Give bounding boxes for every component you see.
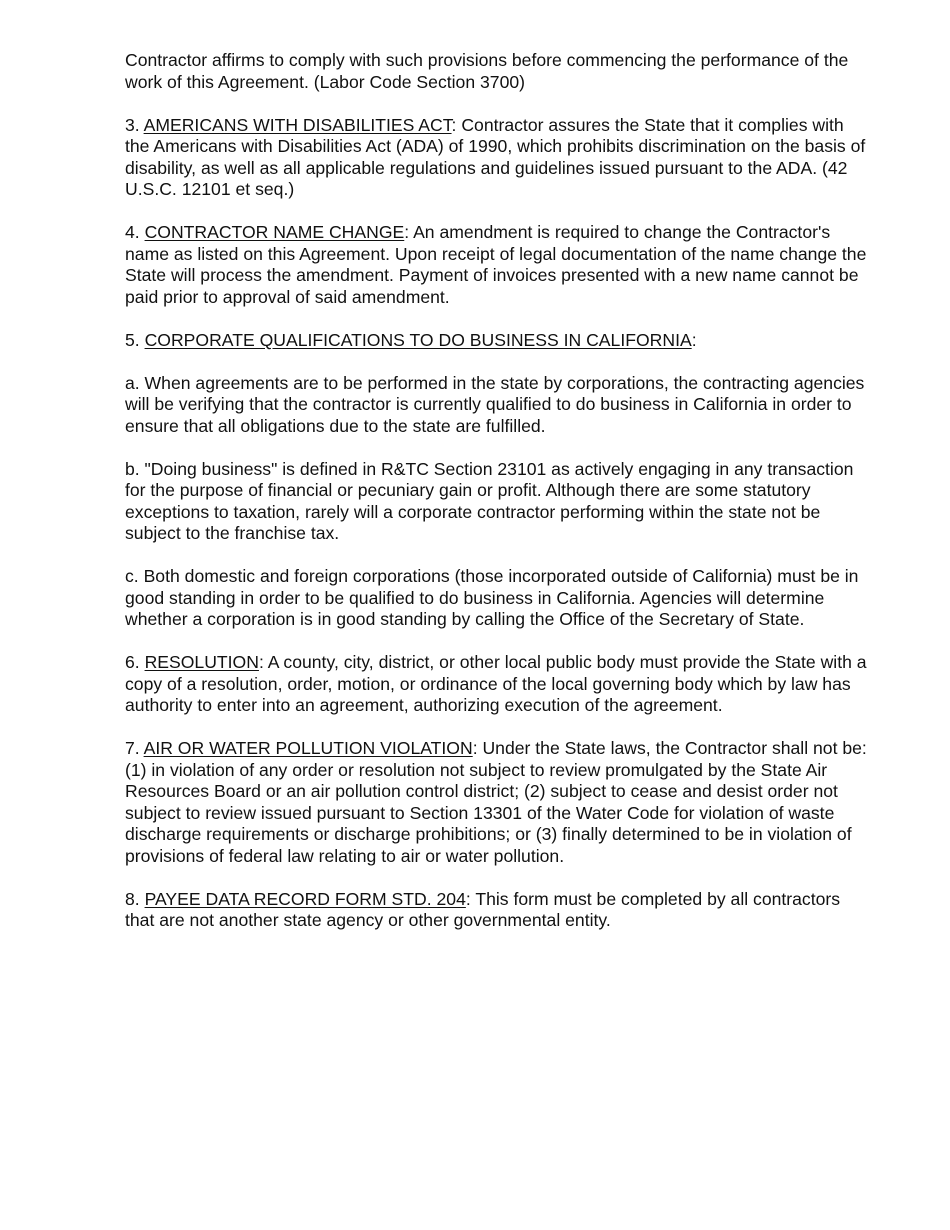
section-number: 4.: [125, 222, 145, 242]
section-heading: CORPORATE QUALIFICATIONS TO DO BUSINESS IN CALIFORNIA: [144, 329, 692, 350]
section-number: 6.: [125, 652, 145, 672]
subsection-a: a. When agreements are to be performed in the state by corporations, the contracting agencies will be verifying that the contractor is currently qualified to do business in California in order to ensure that all obligations due to the state are fulfilled.: [125, 372, 865, 436]
section-heading: CONTRACTOR NAME CHANGE: [144, 222, 405, 242]
section-body: : A county, city, district, or other local public body must provide the State with a copy of a resolution, order, motion, or ordinance of the local governing body which by law has authority to enter into an agreement, authorizing execution of the agreement.: [125, 652, 867, 715]
section-corporate: [125, 330, 870, 352]
subsection-b: b. "Doing business" is defined in R&TC Section 23101 as actively engaging in any transaction for the purpose of financial or pecuniary gain or profit. Although there are some statutory exceptions to taxation, rarely will a corporate contractor performing within the state not be subject to the franchise tax.: [125, 458, 854, 543]
section-number: 8.: [125, 888, 145, 909]
section-payee: [125, 889, 870, 932]
section-pollution: [125, 738, 870, 867]
section-resolution: [125, 652, 870, 717]
section-body: : An amendment is required to change the Contractor's name as listed on this Agreement. Upon receipt of legal documentation of the name change the State will process the amendment. Payment of invoices presented with a new name cannot be paid prior to approval of said amendment.: [125, 222, 867, 307]
section-ada: [125, 115, 870, 201]
section-heading: PAYEE DATA RECORD FORM STD. 204: [144, 888, 466, 909]
section-heading: RESOLUTION: [144, 652, 259, 672]
section-number: 3.: [125, 114, 144, 135]
section-heading: AIR OR WATER POLLUTION VIOLATION: [143, 738, 473, 758]
section-body: : This form must be completed by all contractors that are not another state agency or other governmental entity.: [125, 888, 841, 930]
section-body: :: [691, 329, 697, 350]
section-heading: AMERICANS WITH DISABILITIES ACT: [143, 114, 452, 135]
section-number: 7.: [125, 738, 144, 758]
subsection-c: c. Both domestic and foreign corporations (those incorporated outside of California) must be in good standing in order to be qualified to do business in California. Agencies will determine whether a corporation is in good standing by calling the Office of the Secretary of State.: [125, 566, 859, 629]
section-name-change: [125, 222, 870, 308]
section-body: : Under the State laws, the Contractor shall not be: (1) in violation of any order or resolution not subject to review promulgated by the State Air Resources Board or an air pollution control district; (2) subject to cease and desist order not subject to review issued pursuant to Section 13301 of the Water Code for violation of waste discharge requirements or discharge prohibitions; or (3) finally determined to be in violation of provisions of federal law relating to air or water pollution.: [125, 738, 867, 866]
intro-paragraph: Contractor affirms to comply with such provisions before commencing the performance of the work of this Agreement. (Labor Code Section 3700): [125, 50, 849, 92]
section-number: 5.: [125, 329, 145, 350]
document-page: [125, 50, 870, 953]
section-body: : Contractor assures the State that it complies with the Americans with Disabilities Act (ADA) of 1990, which prohibits discrimination on the basis of disability, as well as all applicable regulations and guidelines issued pursuant to the ADA. (42 U.S.C. 12101 et seq.): [125, 114, 866, 199]
